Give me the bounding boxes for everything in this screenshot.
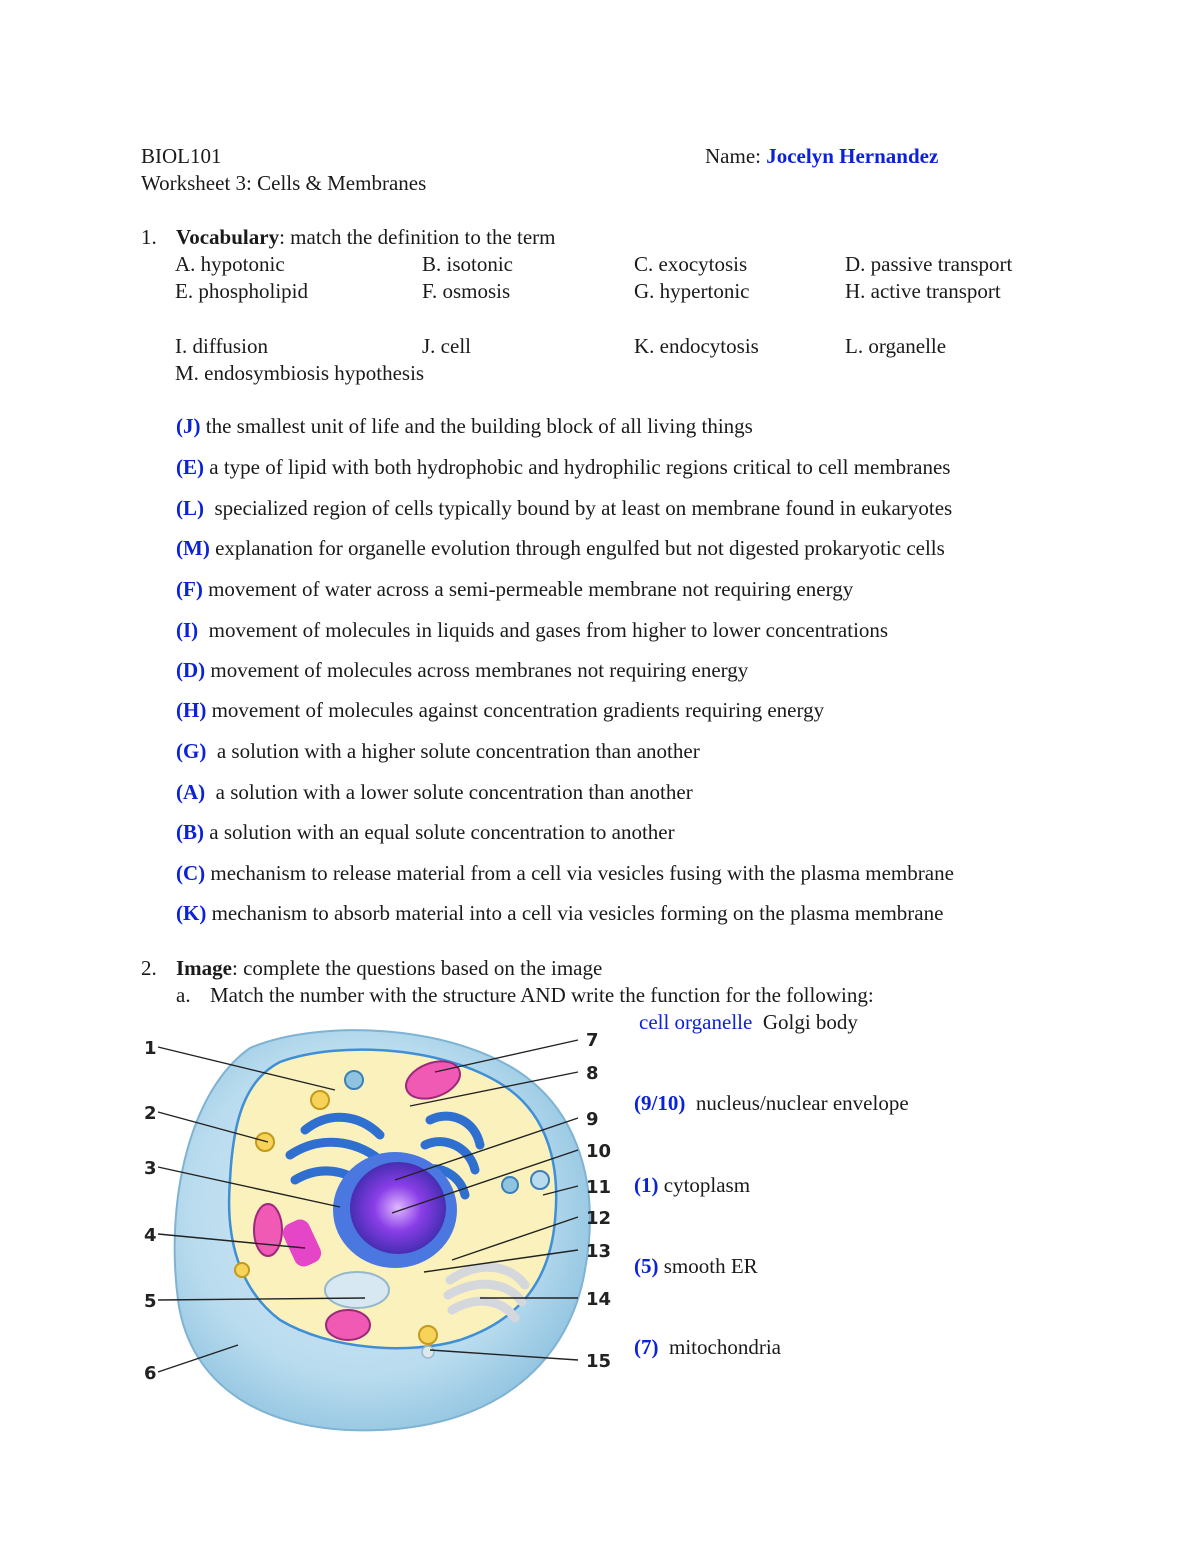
answer-structure: nucleus/nuclear envelope: [685, 1091, 909, 1115]
answer-value: (7): [634, 1335, 659, 1359]
q1-heading: [176, 224, 556, 251]
diagram-label-13: 13: [586, 1241, 612, 1262]
term: D. passive transport: [845, 252, 1013, 276]
definition-item: [176, 657, 748, 684]
definition-item: [176, 860, 954, 887]
name-label: Name:: [705, 144, 761, 168]
answer-value: (5): [634, 1254, 659, 1278]
term: K. endocytosis: [634, 334, 759, 358]
definition-answer: (D): [176, 658, 206, 682]
definition-item: [176, 617, 888, 644]
answer-golgi: [639, 1009, 858, 1036]
answer-structure: cytoplasm: [658, 1173, 751, 1197]
answer-smooth-er: [634, 1253, 758, 1280]
answer-value: cell organelle: [639, 1010, 753, 1034]
definition-answer: (I): [176, 618, 199, 642]
definition-item: [176, 495, 952, 522]
definition-answer: (J): [176, 414, 201, 438]
course-code: BIOL101: [141, 144, 222, 168]
term: J. cell: [422, 334, 471, 358]
q1-title: Vocabulary: [176, 225, 280, 249]
definition-item: [176, 454, 950, 481]
diagram-label-6: 6: [144, 1363, 157, 1384]
definition-answer: (L): [176, 496, 204, 520]
definition-text: movement of molecules against concentration gradients requiring energy: [206, 698, 825, 722]
diagram-label-3: 3: [144, 1158, 157, 1179]
definition-text: a solution with an equal solute concentration to another: [204, 820, 675, 844]
term: E. phospholipid: [175, 279, 309, 303]
term: L. organelle: [845, 334, 947, 358]
definition-answer: (C): [176, 861, 206, 885]
term: I. diffusion: [175, 334, 268, 358]
definition-text: a solution with a lower solute concentration than another: [205, 780, 693, 804]
answer-value: (9/10): [634, 1091, 686, 1115]
q2-instruction: : complete the questions based on the image: [232, 956, 603, 980]
term: B. isotonic: [422, 252, 514, 276]
definition-text: a solution with a higher solute concentration than another: [206, 739, 700, 763]
term: F. osmosis: [422, 279, 511, 303]
q1-instruction: : match the definition to the term: [279, 225, 556, 249]
diagram-label-15: 15: [586, 1351, 612, 1372]
answer-structure: smooth ER: [658, 1254, 758, 1278]
answer-value: (1): [634, 1173, 659, 1197]
answer-structure: Golgi body: [752, 1010, 858, 1034]
diagram-label-2: 2: [144, 1103, 157, 1124]
definition-item: [176, 576, 853, 603]
definition-answer: (B): [176, 820, 204, 844]
definition-item: [176, 697, 824, 724]
definition-item: [176, 738, 700, 765]
diagram-label-8: 8: [586, 1063, 599, 1084]
definition-text: a type of lipid with both hydrophobic and hydrophilic regions critical to cell membranes: [204, 455, 951, 479]
q2-title: Image: [176, 956, 232, 980]
definition-item: [176, 413, 753, 440]
term: A. hypotonic: [175, 252, 285, 276]
animal-cell-diagram: [130, 1020, 630, 1440]
diagram-label-10: 10: [586, 1141, 612, 1162]
student-name-line: [705, 143, 938, 170]
diagram-label-12: 12: [586, 1208, 612, 1229]
definition-item: [176, 779, 693, 806]
diagram-label-7: 7: [586, 1030, 599, 1051]
definition-answer: (A): [176, 780, 206, 804]
definition-answer: (M): [176, 536, 210, 560]
answer-structure: mitochondria: [658, 1335, 781, 1359]
q2-number: 2.: [141, 956, 157, 980]
definition-answer: (K): [176, 901, 207, 925]
diagram-label-14: 14: [586, 1289, 612, 1310]
definition-item: [176, 819, 675, 846]
diagram-label-9: 9: [586, 1109, 599, 1130]
definition-answer: (E): [176, 455, 204, 479]
diagram-label-4: 4: [144, 1225, 157, 1246]
term: C. exocytosis: [634, 252, 748, 276]
definition-answer: (F): [176, 577, 203, 601]
student-name: Jocelyn Hernandez: [766, 144, 939, 168]
q2a-instruction: Match the number with the structure AND write the function for the following:: [210, 983, 874, 1007]
definition-text: movement of water across a semi-permeable membrane not requiring energy: [202, 577, 854, 601]
definition-text: explanation for organelle evolution through engulfed but not digested prokaryotic cells: [209, 536, 945, 560]
diagram-label-11: 11: [586, 1177, 612, 1198]
definition-text: movement of molecules in liquids and gases from higher to lower concentrations: [198, 618, 889, 642]
q2-heading: [176, 955, 602, 982]
term: G. hypertonic: [634, 279, 750, 303]
answer-nucleus: [634, 1090, 909, 1117]
diagram-label-1: 1: [144, 1038, 157, 1059]
definition-item: [176, 535, 945, 562]
definition-text: mechanism to release material from a cell via vesicles fusing with the plasma membrane: [205, 861, 954, 885]
definition-text: movement of molecules across membranes not requiring energy: [205, 658, 749, 682]
definition-text: mechanism to absorb material into a cell via vesicles forming on the plasma membrane: [206, 901, 944, 925]
definition-text: specialized region of cells typically bound by at least on membrane found in eukaryotes: [204, 496, 953, 520]
nucleus-shape: [350, 1162, 446, 1254]
answer-mitochondria: [634, 1334, 781, 1361]
definition-text: the smallest unit of life and the building block of all living things: [200, 414, 753, 438]
worksheet-title: Worksheet 3: Cells & Membranes: [141, 171, 427, 195]
definition-answer: (H): [176, 698, 207, 722]
term: M. endosymbiosis hypothesis: [175, 361, 425, 385]
term: H. active transport: [845, 279, 1001, 303]
definition-answer: (G): [176, 739, 207, 763]
q2a-letter: a.: [176, 983, 191, 1007]
diagram-label-5: 5: [144, 1291, 157, 1312]
answer-cytoplasm: [634, 1172, 750, 1199]
q1-number: 1.: [141, 225, 157, 249]
definition-item: [176, 900, 943, 927]
